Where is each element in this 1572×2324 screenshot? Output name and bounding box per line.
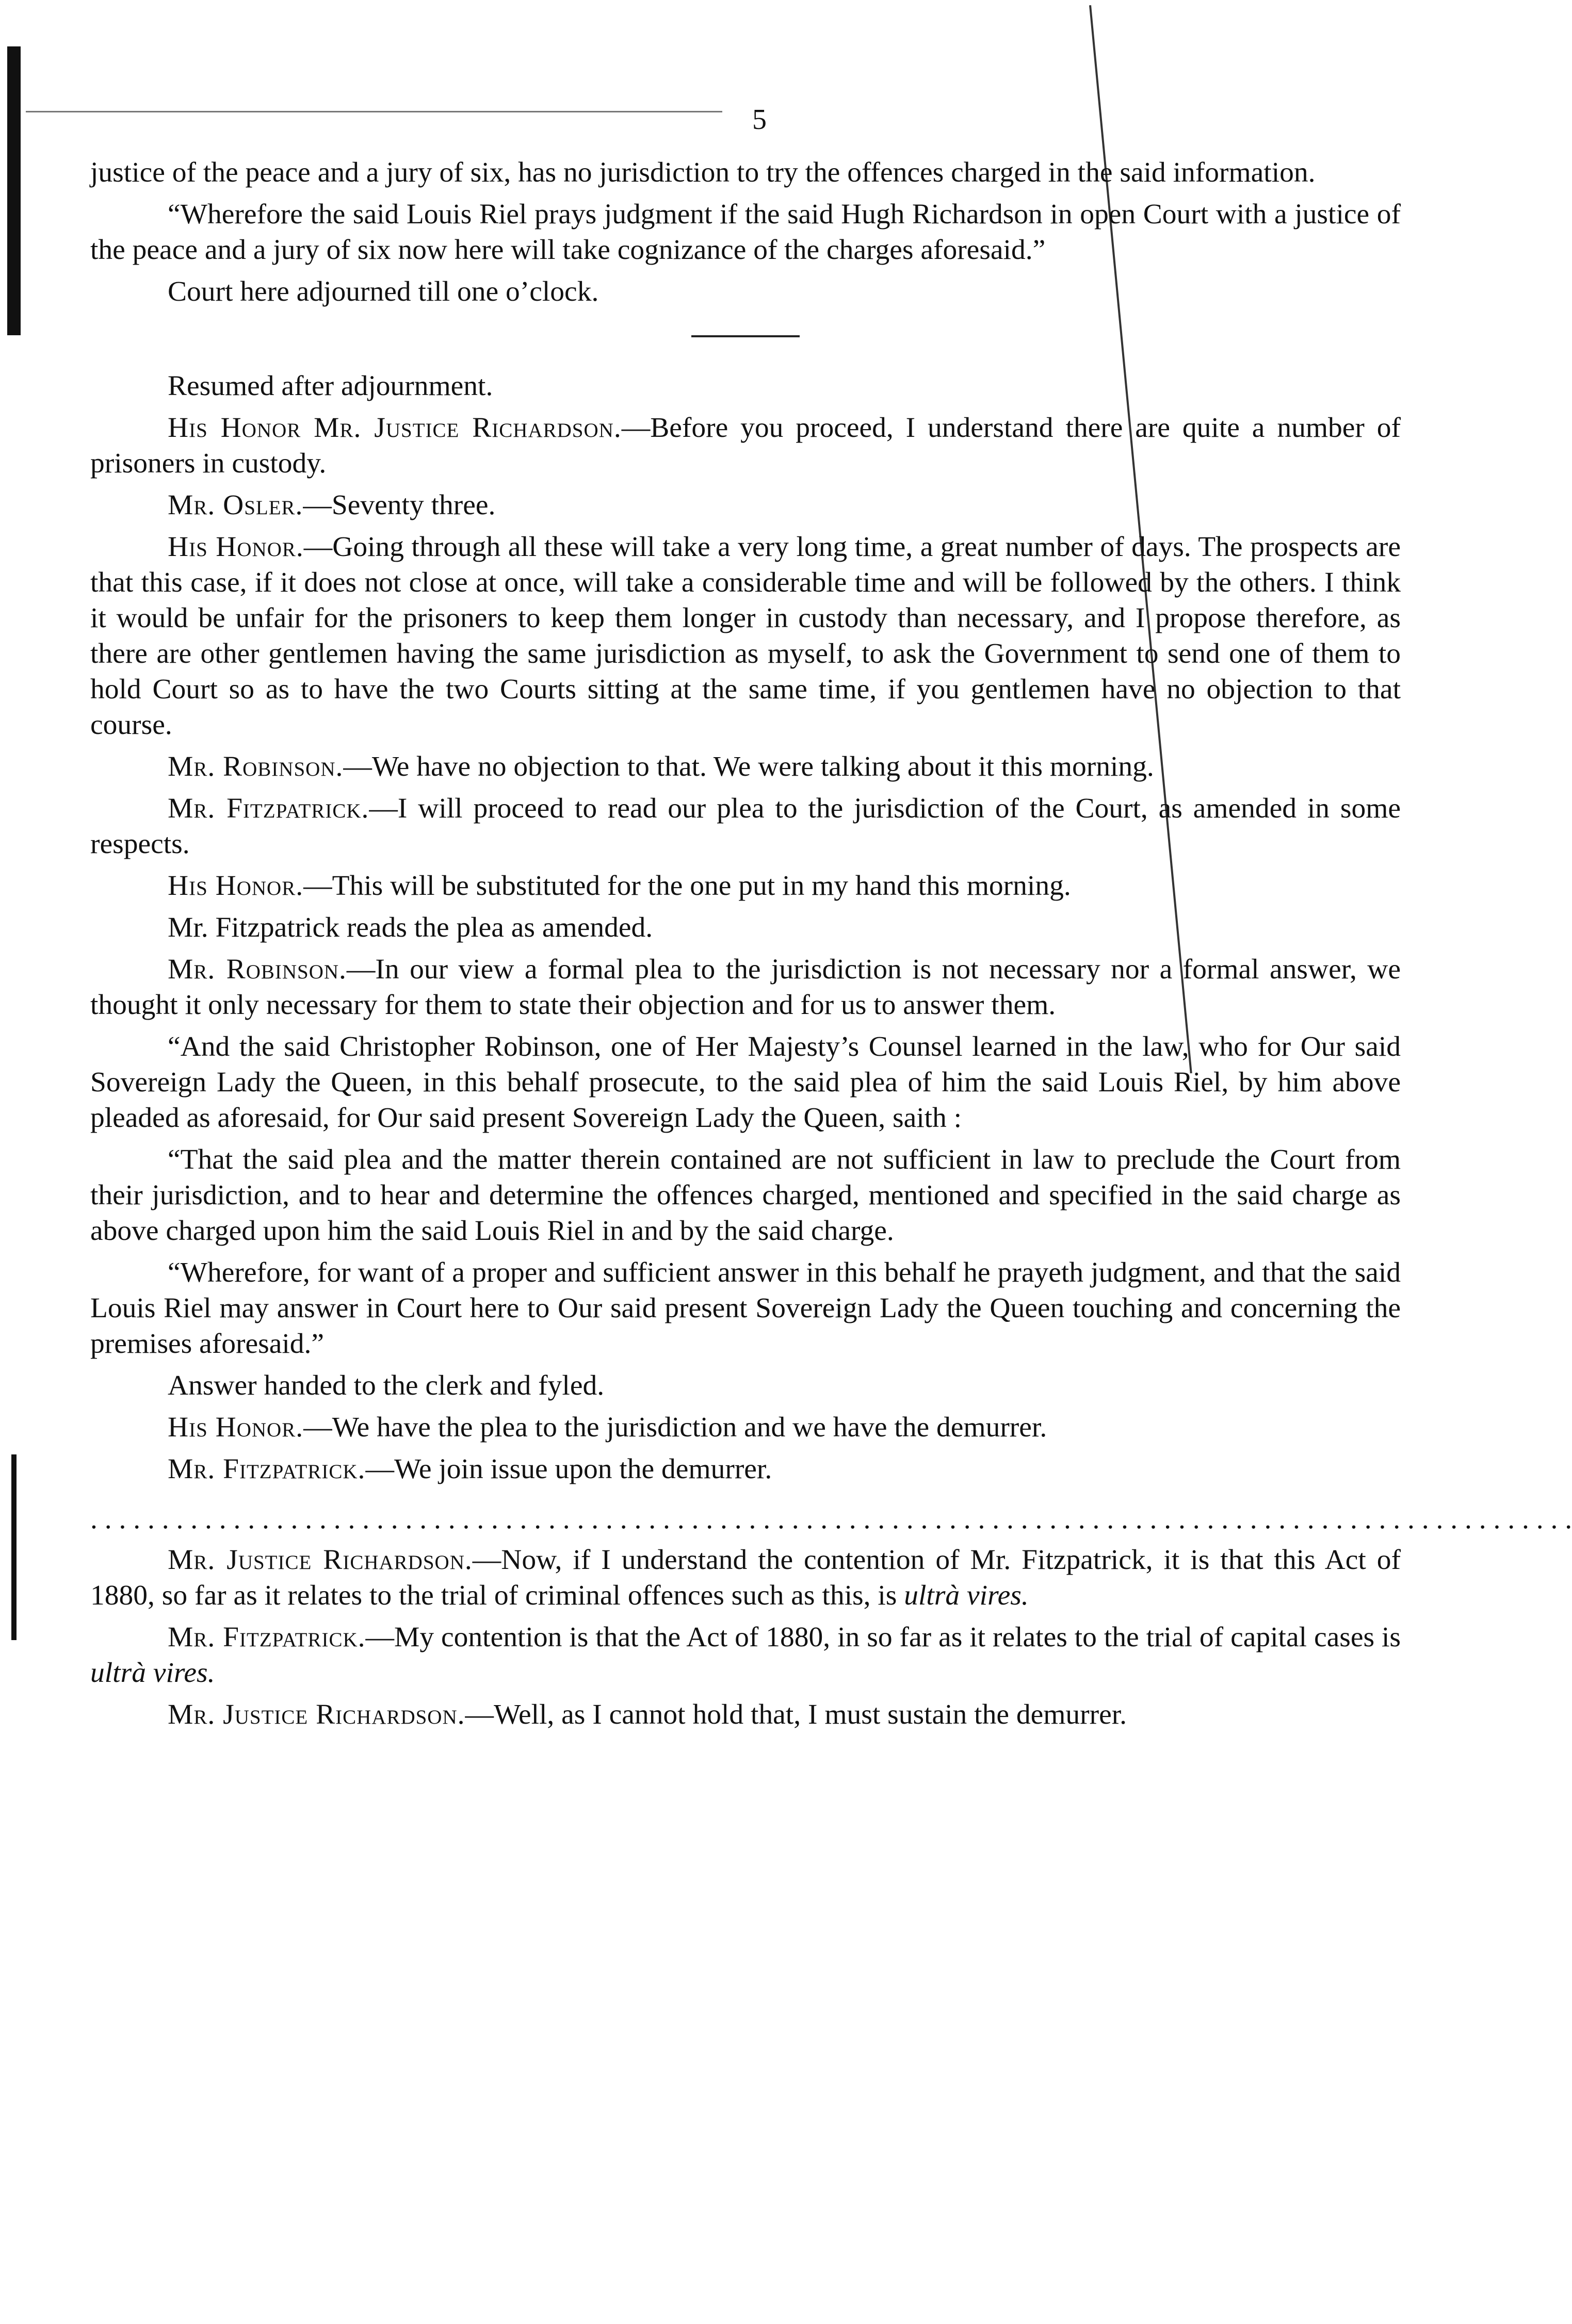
paragraph: Answer handed to the clerk and fyled. xyxy=(168,1370,605,1401)
paragraph: justice of the peace and a jury of six, has no jurisdiction to try the offences charged in the said information. xyxy=(90,157,1316,188)
scan-margin-mark-top xyxy=(7,46,21,335)
speech-text: —In our view a formal plea to the jurisdiction is not necessary nor a formal answer, we thought it only necessary for them to state their objection and for us to answer them. xyxy=(90,954,1401,1021)
document-body xyxy=(90,155,1572,1739)
quoted-paragraph: “And the said Christopher Robinson, one of Her Majesty’s Counsel learned in the law, who for Our said Sovereign Lady the Queen, in this behalf prosecute, to the said plea of him the said Louis Riel, by him above pleaded as aforesaid, for Our said present Sovereign Lady the Queen, saith : xyxy=(90,1031,1401,1134)
speaker-name: Mr. Robinson. xyxy=(168,751,344,782)
speech-paragraph xyxy=(90,1410,1401,1445)
speech-text: —We join issue upon the demurrer. xyxy=(365,1453,772,1485)
speech-text: —We have no objection to that. We were talking about it this morning. xyxy=(343,751,1154,782)
section-divider xyxy=(691,335,800,337)
speaker-name: Mr. Justice Richardson. xyxy=(168,1544,473,1576)
speaker-name: Mr. Osler. xyxy=(168,489,303,521)
speech-text: —My contention is that the Act of 1880, in so far as it relates to the trial of capital cases is xyxy=(365,1622,1401,1653)
paragraph: Resumed after adjournment. xyxy=(168,370,493,402)
speech-text: —Seventy three. xyxy=(303,489,496,521)
speaker-name: Mr. Robinson. xyxy=(168,954,347,985)
speech-text: —Now, if I understand the contention of Mr. Fitzpatrick, it is that this Act of 1880, so far as it relates to the trial of criminal offences such as this, is xyxy=(90,1544,1401,1611)
speaker-name: His Honor. xyxy=(168,531,304,563)
quoted-paragraph: “Wherefore, for want of a proper and sufficient answer in this behalf he prayeth judgment, and that the said Louis Riel may answer in Court here to Our said present Sovereign Lady the Queen touching and concerning the premises aforesaid.” xyxy=(90,1257,1401,1360)
paragraph: “Wherefore the said Louis Riel prays judgment if the said Hugh Richardson in open Court with a justice of the peace and a jury of six now here will take cognizance of the charges aforesaid.” xyxy=(90,199,1401,266)
ellipsis-divider: . . . . . . . . . . . . . . . . . . . . . . . . . . . . . . . . . . . . . . . . . . . . . . . . . . . . . . . . . . . . . . . . . . . . . . . . . . . . . . . . . . . . . . . . . . . . . . . . . . . . . . . . xyxy=(90,1503,1572,1535)
speaker-name: His Honor Mr. Justice Richardson. xyxy=(168,412,622,444)
speech-paragraph xyxy=(90,529,1401,743)
speech-text: —Well, as I cannot hold that, I must sustain the demurrer. xyxy=(465,1699,1127,1730)
speech-paragraph xyxy=(90,410,1401,481)
speech-text: —Going through all these will take a very long time, a great number of days. The prospects are that this case, if it does not close at once, will take a considerable time and will be followed by the others. I think it would be unfair for the prisoners to keep them longer in custody than necessary, and I propose therefore, as there are other gentlemen having the same jurisdiction as myself, to ask the Government to send one of them to hold Court so as to have the two Courts sitting at the same time, if you gentlemen have no objection to that course. xyxy=(90,531,1401,741)
speaker-name: His Honor. xyxy=(168,870,304,902)
scan-margin-mark-left xyxy=(11,1454,17,1640)
paragraph: Court here adjourned till one o’clock. xyxy=(168,276,599,307)
italic-term: ultrà vires. xyxy=(90,1657,215,1689)
speech-text: —We have the plea to the jurisdiction and we have the demurrer. xyxy=(303,1412,1047,1443)
speaker-name: His Honor. xyxy=(168,1412,304,1443)
italic-term: ultrà vires. xyxy=(904,1580,1029,1611)
speech-paragraph xyxy=(90,749,1401,784)
speech-text: —I will proceed to read our plea to the jurisdiction of the Court, as amended in some respects. xyxy=(90,793,1401,860)
paragraph: Mr. Fitzpatrick reads the plea as amended. xyxy=(168,912,653,943)
speaker-name: Mr. Fitzpatrick. xyxy=(168,1622,366,1653)
speech-text: —Before you proceed, I understand there are quite a number of prisoners in custody. xyxy=(90,412,1401,479)
page-number: 5 xyxy=(752,104,767,136)
speech-paragraph xyxy=(90,868,1401,904)
speech-paragraph xyxy=(90,1542,1401,1613)
speech-paragraph xyxy=(90,952,1401,1023)
speaker-name: Mr. Fitzpatrick. xyxy=(168,1453,366,1485)
speech-text: —This will be substituted for the one put in my hand this morning. xyxy=(303,870,1071,902)
quoted-paragraph: “That the said plea and the matter therein contained are not sufficient in law to preclude the Court from their jurisdiction, and to hear and determine the offences charged, mentioned and specified in the said charge as above charged upon him the said Louis Riel in and by the said charge. xyxy=(90,1144,1401,1247)
speaker-name: Mr. Fitzpatrick. xyxy=(168,793,369,824)
speech-paragraph xyxy=(90,1619,1401,1691)
speech-paragraph xyxy=(90,1451,1401,1487)
speaker-name: Mr. Justice Richardson. xyxy=(168,1699,465,1730)
speech-paragraph xyxy=(90,1697,1401,1732)
speech-paragraph xyxy=(90,791,1401,862)
speech-paragraph xyxy=(90,487,1401,523)
